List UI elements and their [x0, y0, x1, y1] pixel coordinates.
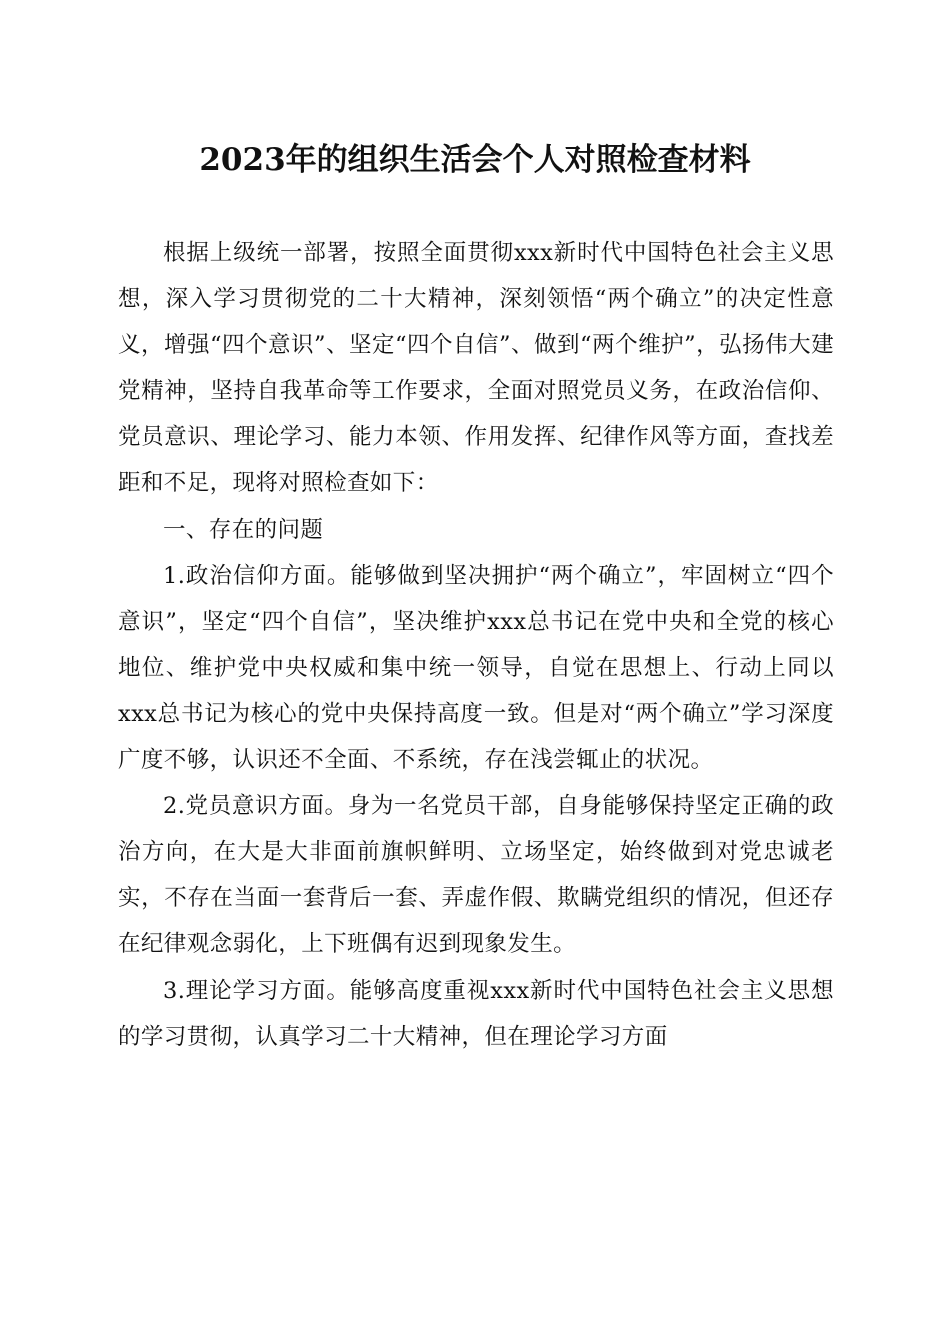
document-title: 2023年的组织生活会个人对照检查材料	[199, 142, 751, 178]
item-party-awareness: 2.党员意识方面。身为一名党员干部，自身能够保持坚定正确的政治方向，在大是大非面前旗帜鲜明、立场坚定，始终做到对党忠诚老实，不存在当面一套背后一套、弄虚作假、欺瞒党组织的情况，但还存在纪律观念弱化，上下班偶有迟到现象发生。	[118, 793, 834, 958]
intro-paragraph: 根据上级统一部署，按照全面贯彻xxx新时代中国特色社会主义思想，深入学习贯彻党的二十大精神，深刻领悟“两个确立”的决定性意义，增强“四个意识”、坚定“四个自信”、做到“两个维护”，弘扬伟大建党精神，坚持自我革命等工作要求，全面对照党员义务，在政治信仰、党员意识、理论学习、能力本领、作用发挥、纪律作风等方面，查找差距和不足，现将对照检查如下：	[118, 240, 834, 497]
document-body	[118, 230, 834, 1060]
section-heading: 一、存在的问题	[163, 516, 324, 543]
item-theory-study: 3.理论学习方面。能够高度重视xxx新时代中国特色社会主义思想的学习贯彻，认真学习二十大精神，但在理论学习方面	[118, 977, 834, 1050]
item-political-belief: 1.政治信仰方面。能够做到坚决拥护“两个确立”，牢固树立“四个意识”，坚定“四个自信”，坚决维护xxx总书记在党中央和全党的核心地位、维护党中央权威和集中统一领导，自觉在思想上、行动上同以xxx总书记为核心的党中央保持高度一致。但是对“两个确立”学习深度广度不够，认识还不全面、不系统，存在浅尝辄止的状况。	[118, 562, 834, 774]
